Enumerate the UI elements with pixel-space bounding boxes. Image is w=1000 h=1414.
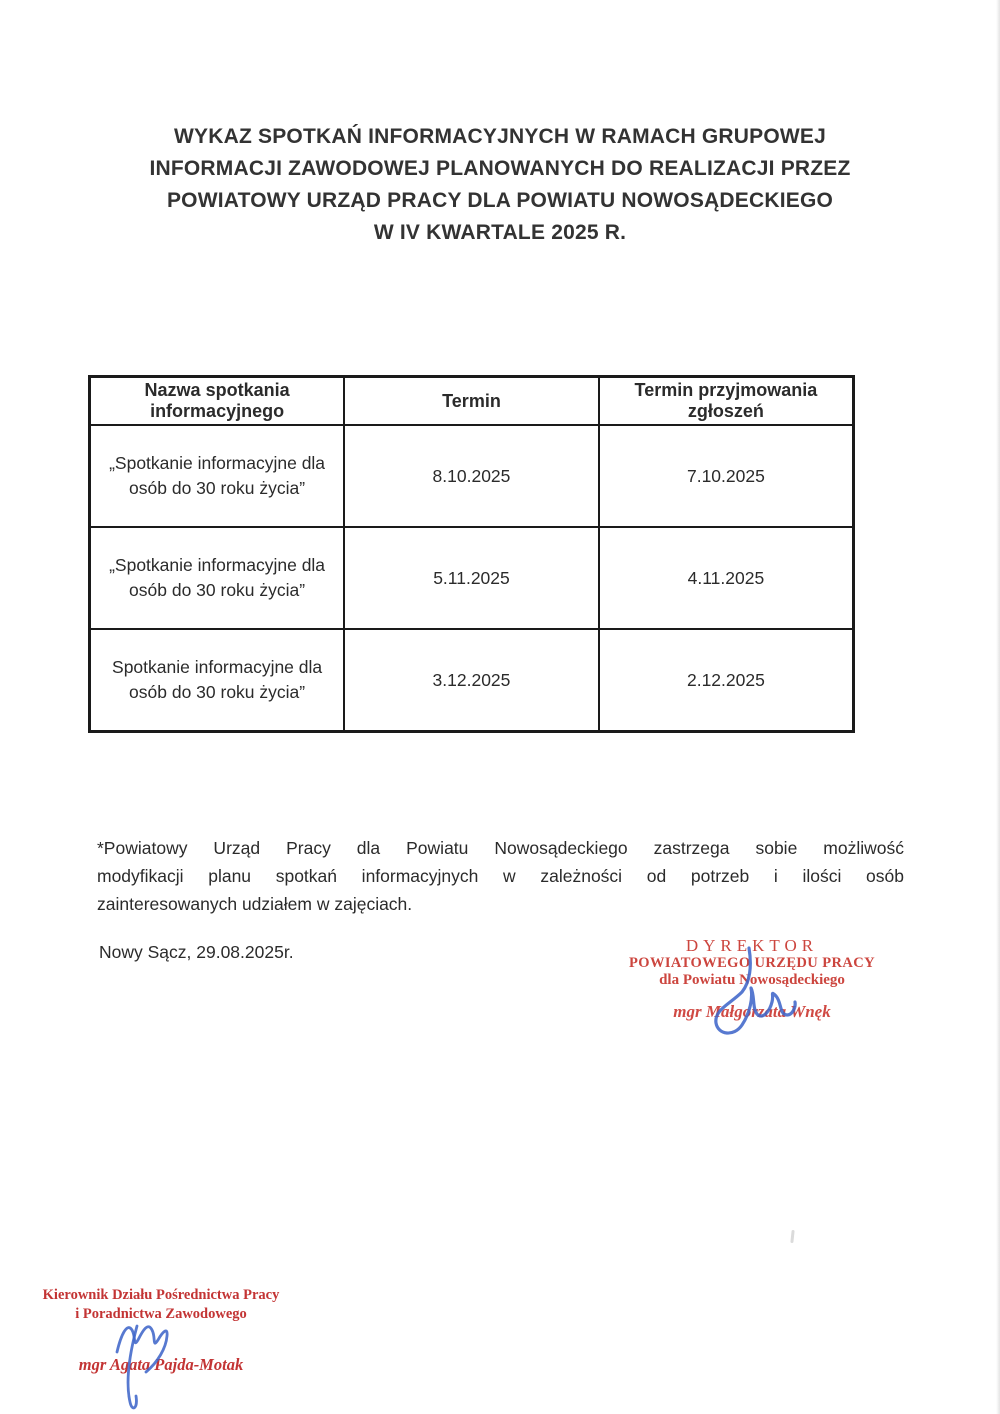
director-stamp-office: POWIATOWEGO URZĘDU PRACY xyxy=(629,955,875,971)
footnote-line-1: *Powiatowy Urząd Pracy dla Powiatu Nowosądeckiego zastrzega sobie możliwość xyxy=(97,838,904,858)
document-title xyxy=(0,121,1000,249)
dateline: Nowy Sącz, 29.08.2025r. xyxy=(99,942,294,962)
scan-artifact xyxy=(790,1230,794,1243)
footnote-line-3: zainteresowanych udziałem w zajęciach. xyxy=(97,894,413,914)
kierownik-stamp-line-2: i Poradnictwa Zawodowego xyxy=(75,1306,247,1322)
col-header-termin: Termin xyxy=(344,377,599,426)
cell-przyjmowanie: 2.12.2025 xyxy=(599,629,854,732)
director-stamp-district: dla Powiatu Nowosądeckiego xyxy=(659,972,845,988)
cell-termin: 3.12.2025 xyxy=(344,629,599,732)
scan-edge-shadow xyxy=(996,0,1000,1414)
footnote xyxy=(97,834,904,918)
title-line-3: POWIATOWY URZĄD PRACY DLA POWIATU NOWOSĄDECKIEGO xyxy=(166,189,834,212)
meetings-table xyxy=(88,375,855,733)
kierownik-stamp xyxy=(38,1286,284,1375)
title-line-2: INFORMACJI ZAWODOWEJ PLANOWANYCH DO REALIZACJI PRZEZ xyxy=(149,157,851,180)
cell-meeting-name: Spotkanie informacyjne dla osób do 30 roku życia” xyxy=(90,629,345,732)
cell-przyjmowanie: 4.11.2025 xyxy=(599,527,854,629)
table-row xyxy=(90,527,854,629)
cell-przyjmowanie: 7.10.2025 xyxy=(599,425,854,527)
footnote-line-2: modyfikacji planu spotkań informacyjnych w zależności od potrzeb i ilości osób xyxy=(97,866,904,886)
cell-meeting-name: „Spotkanie informacyjne dla osób do 30 roku życia” xyxy=(90,425,345,527)
kierownik-stamp-line-1: Kierownik Działu Pośrednictwa Pracy xyxy=(42,1287,280,1303)
title-line-1: WYKAZ SPOTKAŃ INFORMACYJNYCH W RAMACH GRUPOWEJ xyxy=(173,125,827,148)
col-header-zgloszenia: Termin przyjmowania zgłoszeń xyxy=(599,377,854,426)
table-row xyxy=(90,629,854,732)
director-stamp xyxy=(626,936,878,1022)
col-header-nazwa: Nazwa spotkania informacyjnego xyxy=(90,377,345,426)
cell-termin: 5.11.2025 xyxy=(344,527,599,629)
kierownik-signer-name: mgr Agata Pajda-Motak xyxy=(78,1355,244,1374)
table-header-row xyxy=(90,377,854,426)
cell-termin: 8.10.2025 xyxy=(344,425,599,527)
director-stamp-title: DYREKTOR xyxy=(685,936,819,955)
title-line-4: W IV KWARTALE 2025 R. xyxy=(373,221,627,244)
director-signer-name: mgr Małgorzata Wnęk xyxy=(673,1002,831,1021)
table-row xyxy=(90,425,854,527)
cell-meeting-name: „Spotkanie informacyjne dla osób do 30 roku życia” xyxy=(90,527,345,629)
